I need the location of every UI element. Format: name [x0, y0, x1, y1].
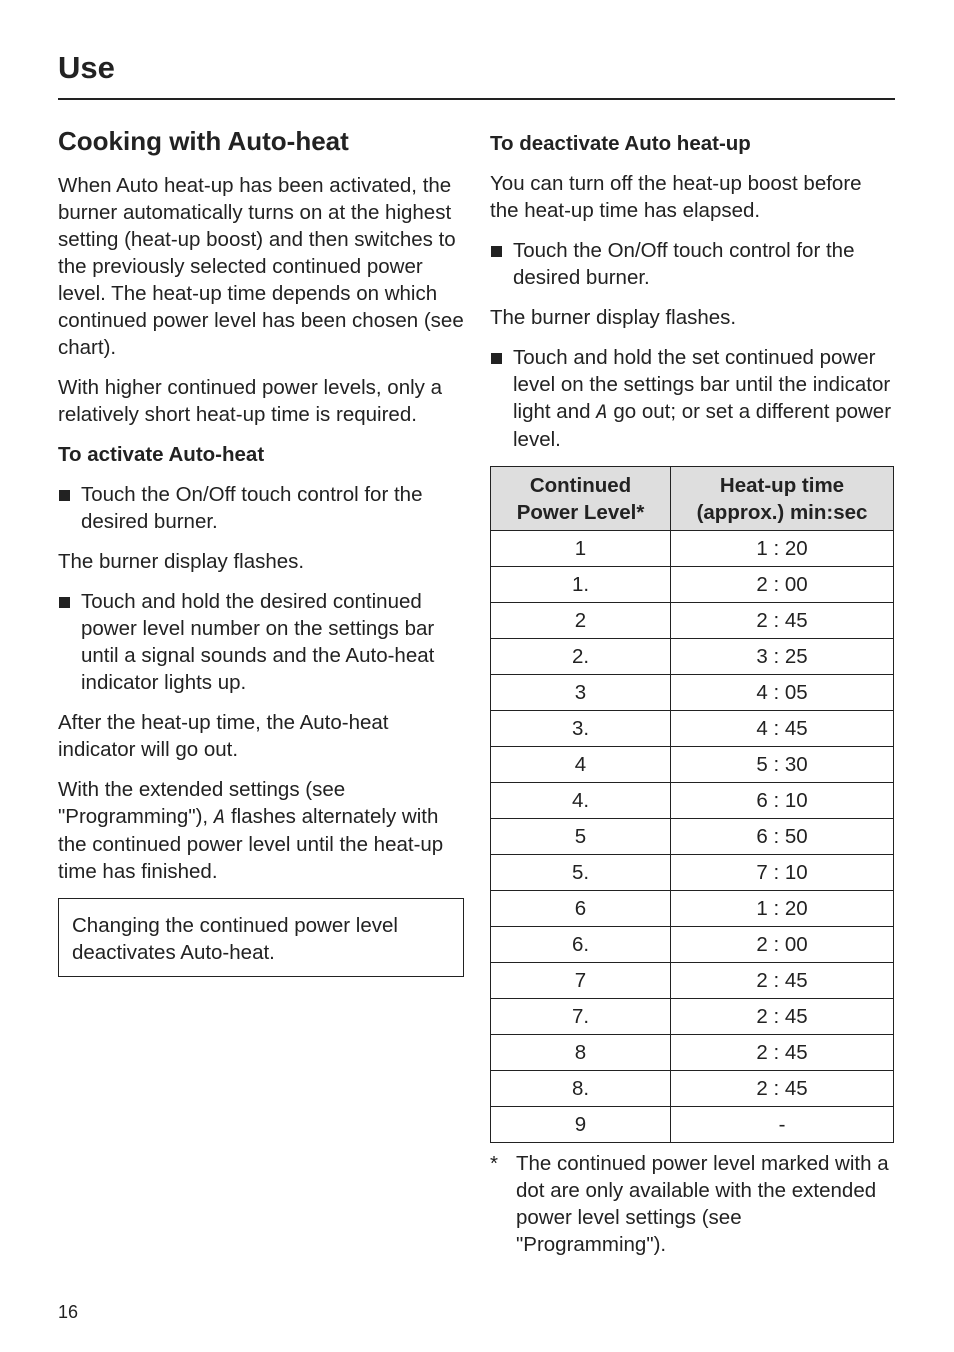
- power-level-cell: 4: [491, 747, 671, 783]
- heatup-time-cell: 6 : 50: [671, 819, 894, 855]
- table-row: [491, 783, 894, 819]
- display-flashes-text: The burner display flashes.: [58, 550, 305, 573]
- table-row: [491, 675, 894, 711]
- table-row: [491, 603, 894, 639]
- activate-step-1: [58, 481, 464, 535]
- table-row: [491, 1107, 894, 1143]
- table-row: [491, 819, 894, 855]
- bullet-square-icon: [491, 353, 502, 364]
- column-header-heatup-time: [671, 467, 894, 531]
- heatup-time-cell: 2 : 45: [671, 963, 894, 999]
- bullet-square-icon: [59, 490, 70, 501]
- table-row: [491, 639, 894, 675]
- extended-text-start: With the extended settings (see "Programming"),: [58, 778, 346, 828]
- heatup-time-cell: 2 : 45: [671, 1035, 894, 1071]
- power-level-cell: 8: [491, 1035, 671, 1071]
- column-header-text: Continued: [529, 473, 632, 497]
- column-header-text: (approx.) min:sec: [696, 500, 868, 524]
- column-header-power-level: [491, 467, 671, 531]
- right-column: [490, 130, 894, 1258]
- heatup-time-cell: 1 : 20: [671, 891, 894, 927]
- note-box: [58, 898, 464, 977]
- table-row: [491, 1035, 894, 1071]
- intro-paragraph-2: With higher continued power levels, only a relatively short heat-up time is required.: [58, 376, 443, 426]
- heatup-time-table: [490, 466, 894, 1143]
- heatup-time-cell: 2 : 45: [671, 603, 894, 639]
- deactivate-step-1-text: Touch the On/Off touch control for the desired burner.: [513, 239, 855, 289]
- after-heatup-text: After the heat-up time, the Auto-heat indicator will go out.: [58, 711, 389, 761]
- power-level-cell: 1: [491, 531, 671, 567]
- deactivate-step-2-text-start: Touch and hold the set continued power level on the settings bar until the indicator light and: [513, 346, 891, 423]
- power-level-cell: 6.: [491, 927, 671, 963]
- heatup-time-cell: -: [671, 1107, 894, 1143]
- table-row: [491, 747, 894, 783]
- table-row: [491, 567, 894, 603]
- column-header-text: Power Level*: [516, 500, 645, 524]
- section-heading: Cooking with Auto-heat: [58, 126, 349, 156]
- heatup-time-cell: 7 : 10: [671, 855, 894, 891]
- table-row: [491, 891, 894, 927]
- note-text: Changing the continued power level deactivates Auto-heat.: [72, 914, 398, 964]
- activate-step-1-text: Touch the On/Off touch control for the desired burner.: [81, 483, 423, 533]
- extended-settings-text: [58, 776, 464, 885]
- table-row: [491, 963, 894, 999]
- footnote-marker: *: [490, 1152, 498, 1175]
- power-level-cell: 2.: [491, 639, 671, 675]
- heatup-time-cell: 1 : 20: [671, 531, 894, 567]
- power-level-cell: 1.: [491, 567, 671, 603]
- table-row: [491, 711, 894, 747]
- activate-heading: To activate Auto-heat: [58, 443, 265, 466]
- activate-step-2: [58, 588, 464, 696]
- power-level-cell: 3: [491, 675, 671, 711]
- auto-heat-symbol: A: [213, 806, 226, 828]
- table-row: [491, 999, 894, 1035]
- auto-heat-symbol: A: [596, 401, 608, 423]
- deactivate-step-2-text-end: go out; or set a different power level.: [513, 400, 892, 451]
- heatup-time-cell: 3 : 25: [671, 639, 894, 675]
- bullet-square-icon: [59, 597, 70, 608]
- table-row: [491, 1071, 894, 1107]
- deactivate-intro: You can turn off the heat-up boost before the heat-up time has elapsed.: [490, 172, 862, 222]
- page-title: Use: [58, 50, 115, 85]
- power-level-cell: 9: [491, 1107, 671, 1143]
- activate-step-2-text: Touch and hold the desired continued power level number on the settings bar until a signal sounds and the Auto-heat indicator lights up.: [81, 590, 435, 694]
- deactivate-step-1: [490, 237, 894, 291]
- power-level-cell: 6: [491, 891, 671, 927]
- heatup-time-cell: 2 : 45: [671, 1071, 894, 1107]
- heatup-time-cell: 2 : 00: [671, 567, 894, 603]
- heatup-time-cell: 2 : 00: [671, 927, 894, 963]
- intro-paragraph-1: When Auto heat-up has been activated, the burner automatically turns on at the highest setting (heat-up boost) and then switches to the previously selected continued power level. The heat-up time depends on which continued power level has been chosen (see chart).: [58, 174, 464, 359]
- power-level-cell: 3.: [491, 711, 671, 747]
- left-column: [58, 126, 464, 977]
- power-level-cell: 8.: [491, 1071, 671, 1107]
- table-row: [491, 855, 894, 891]
- power-level-cell: 7.: [491, 999, 671, 1035]
- title-rule: [58, 98, 895, 100]
- display-flashes-text: The burner display flashes.: [490, 306, 737, 329]
- heatup-time-cell: 4 : 45: [671, 711, 894, 747]
- table-row: [491, 531, 894, 567]
- power-level-cell: 4.: [491, 783, 671, 819]
- footnote-text: The continued power level marked with a dot are only available with the extended power level settings (see "Programming").: [516, 1152, 889, 1256]
- deactivate-heading: To deactivate Auto heat-up: [490, 132, 751, 155]
- heatup-time-cell: 4 : 05: [671, 675, 894, 711]
- heatup-time-cell: 6 : 10: [671, 783, 894, 819]
- column-header-text: Heat-up time: [719, 473, 845, 497]
- page-number: 16: [58, 1302, 79, 1322]
- heatup-time-cell: 5 : 30: [671, 747, 894, 783]
- table-row: [491, 927, 894, 963]
- power-level-cell: 7: [491, 963, 671, 999]
- power-level-cell: 5: [491, 819, 671, 855]
- power-level-cell: 5.: [491, 855, 671, 891]
- heatup-time-cell: 2 : 45: [671, 999, 894, 1035]
- power-level-cell: 2: [491, 603, 671, 639]
- table-body: [491, 531, 894, 1143]
- extended-text-end: flashes alternately with the continued power level until the heat-up time has finished.: [58, 805, 444, 883]
- bullet-square-icon: [491, 246, 502, 257]
- deactivate-step-2: [490, 344, 894, 453]
- footnote: [490, 1150, 894, 1258]
- table-header-row: [491, 467, 894, 531]
